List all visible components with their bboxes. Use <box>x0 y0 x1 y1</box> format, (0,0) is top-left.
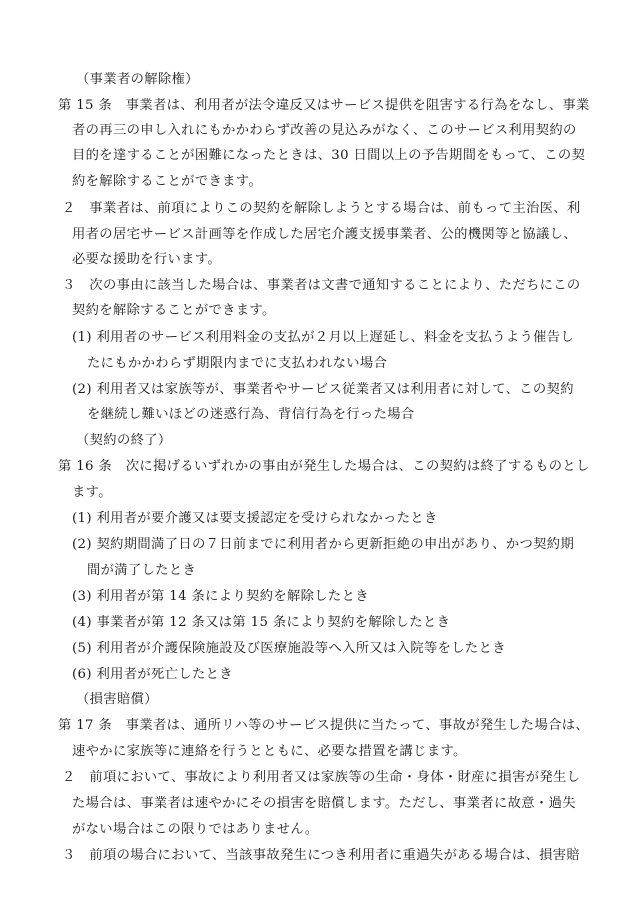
article-16-item-2-line: (2) 契約期間満了日の７日前までに利用者から更新拒絶の申出があり、かつ契約期 <box>72 537 575 552</box>
section-heading-termination-right: （事業者の解除権） <box>76 72 199 87</box>
article-16-item-2-line: 間が満了したとき <box>87 563 197 578</box>
article-17-paragraph-2-line: た場合は、事業者は速やかにその損害を賠償します。ただし、事業者に故意・過失 <box>72 796 576 811</box>
article-16-line: 第 16 条 次に掲げるいずれかの事由が発生した場合は、この契約は終了するものとし <box>58 459 590 474</box>
article-15-item-1-line: たにもかかわらず期限内までに支払われない場合 <box>87 356 388 371</box>
article-16-item-1-line: (1) 利用者が要介護又は要支援認定を受けられなかったとき <box>72 511 438 526</box>
article-15-line: 第 15 条 事業者は、利用者が法令違反又はサービス提供を阻害する行為をなし、事業 <box>58 98 590 113</box>
article-15-line: 者の再三の申し入れにもかかわらず改善の見込みがなく、このサービス利用契約の <box>72 123 577 138</box>
article-15-paragraph-3-line: 契約を解除することができます。 <box>72 303 276 318</box>
article-16-item-4-line: (4) 事業者が第 12 条又は第 15 条により契約を解除したとき <box>72 615 451 630</box>
article-15-paragraph-3-line: ３ 次の事由に該当した場合は、事業者は文書で通知することにより、ただちにこの <box>62 278 581 293</box>
article-15-paragraph-2-line: ２ 事業者は、前項によりこの契約を解除しようとする場合は、前もって主治医、利 <box>62 201 581 216</box>
section-heading-damages: （損害賠償） <box>76 692 158 707</box>
article-17-paragraph-3-line: ３ 前項の場合において、当該事故発生につき利用者に重過失がある場合は、損害賠 <box>62 848 581 863</box>
article-17-line: 速やかに家族等に連絡を行うとともに、必要な措置を講じます。 <box>72 744 467 759</box>
article-17-paragraph-2-line: がない場合はこの限りではありません。 <box>72 822 319 837</box>
article-15-line: 目的を達することが困難になったときは、30 日間以上の予告期間をもって、この契 <box>72 148 586 163</box>
article-16-item-6-line: (6) 利用者が死亡したとき <box>72 667 233 682</box>
article-17-line: 第 17 条 事業者は、通所リハ等のサービス提供に当たって、事故が発生した場合は、 <box>58 718 590 733</box>
section-heading-contract-end: （契約の終了） <box>76 433 172 448</box>
article-15-paragraph-2-line: 必要な援助を行います。 <box>72 252 222 267</box>
article-15-line: 約を解除することができます。 <box>72 174 262 189</box>
article-17-paragraph-2-line: ２ 前項において、事故により利用者又は家族等の生命・身体・財産に損害が発生し <box>62 770 581 785</box>
article-16-item-3-line: (3) 利用者が第 14 条により契約を解除したとき <box>72 589 369 604</box>
article-15-item-2-line: (2) 利用者又は家族等が、事業者やサービス従業者又は利用者に対して、この契約 <box>72 382 574 397</box>
article-16-line: ます。 <box>72 485 112 500</box>
article-15-item-2-line: を継続し難いほどの迷惑行為、背信行為を行った場合 <box>87 407 415 422</box>
article-16-item-5-line: (5) 利用者が介護保険施設及び医療施設等へ入所又は入院等をしたとき <box>72 641 506 656</box>
article-15-paragraph-2-line: 用者の居宅サービス計画等を作成した居宅介護支援事業者、公的機関等と協議し、 <box>72 227 577 242</box>
article-15-item-1-line: (1) 利用者のサービス利用料金の支払が２月以上遅延し、料金を支払うよう催告し <box>72 330 575 345</box>
